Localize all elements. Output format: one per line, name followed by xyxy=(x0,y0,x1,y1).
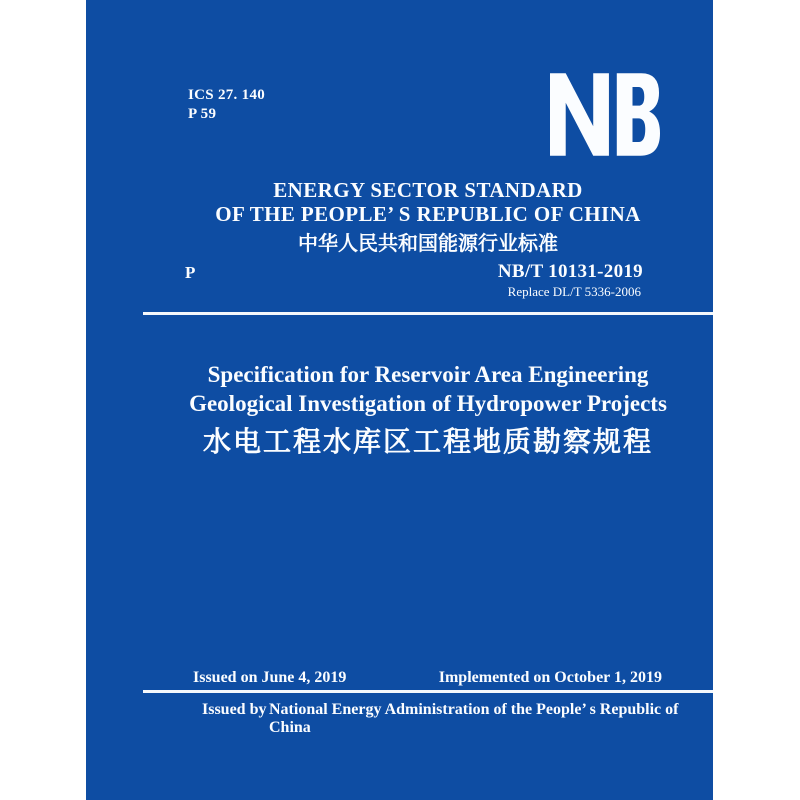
designation-prefix: P xyxy=(185,263,196,282)
header-line2-en: OF THE PEOPLE’ S REPUBLIC OF CHINA xyxy=(215,202,641,226)
implemented-date: Implemented on October 1, 2019 xyxy=(438,669,662,686)
issued-by-value: National Energy Administration of the People’ s Republic of China xyxy=(269,701,679,736)
issued-date: Issued on June 4, 2019 xyxy=(193,669,347,686)
title-line2-en: Geological Investigation of Hydropower Projects xyxy=(189,391,667,416)
header-line1-en: ENERGY SECTOR STANDARD xyxy=(273,178,583,202)
issued-by-row xyxy=(143,701,713,736)
designation-row xyxy=(143,261,713,285)
replaces-note: Replace DL/T 5336-2006 xyxy=(507,284,641,299)
standard-number: NB/T 10131-2019 xyxy=(497,261,643,282)
nb-logo-icon xyxy=(550,73,660,156)
header-line3-zh: 中华人民共和国能源行业标准 xyxy=(298,231,558,255)
doc-class-code: P 59 xyxy=(188,106,217,122)
ics-classification-block xyxy=(188,86,265,124)
standard-title xyxy=(143,360,713,460)
issued-by-label: Issued by xyxy=(202,701,267,718)
standard-cover xyxy=(86,0,713,800)
top-divider-line xyxy=(143,312,713,315)
ics-code: ICS 27. 140 xyxy=(188,87,266,103)
dates-row xyxy=(143,669,713,689)
title-line1-en: Specification for Reservoir Area Engineering xyxy=(207,362,649,387)
standard-header xyxy=(143,178,713,257)
bottom-divider-line xyxy=(143,690,713,693)
title-line-zh: 水电工程水库区工程地质勘察规程 xyxy=(202,425,653,458)
